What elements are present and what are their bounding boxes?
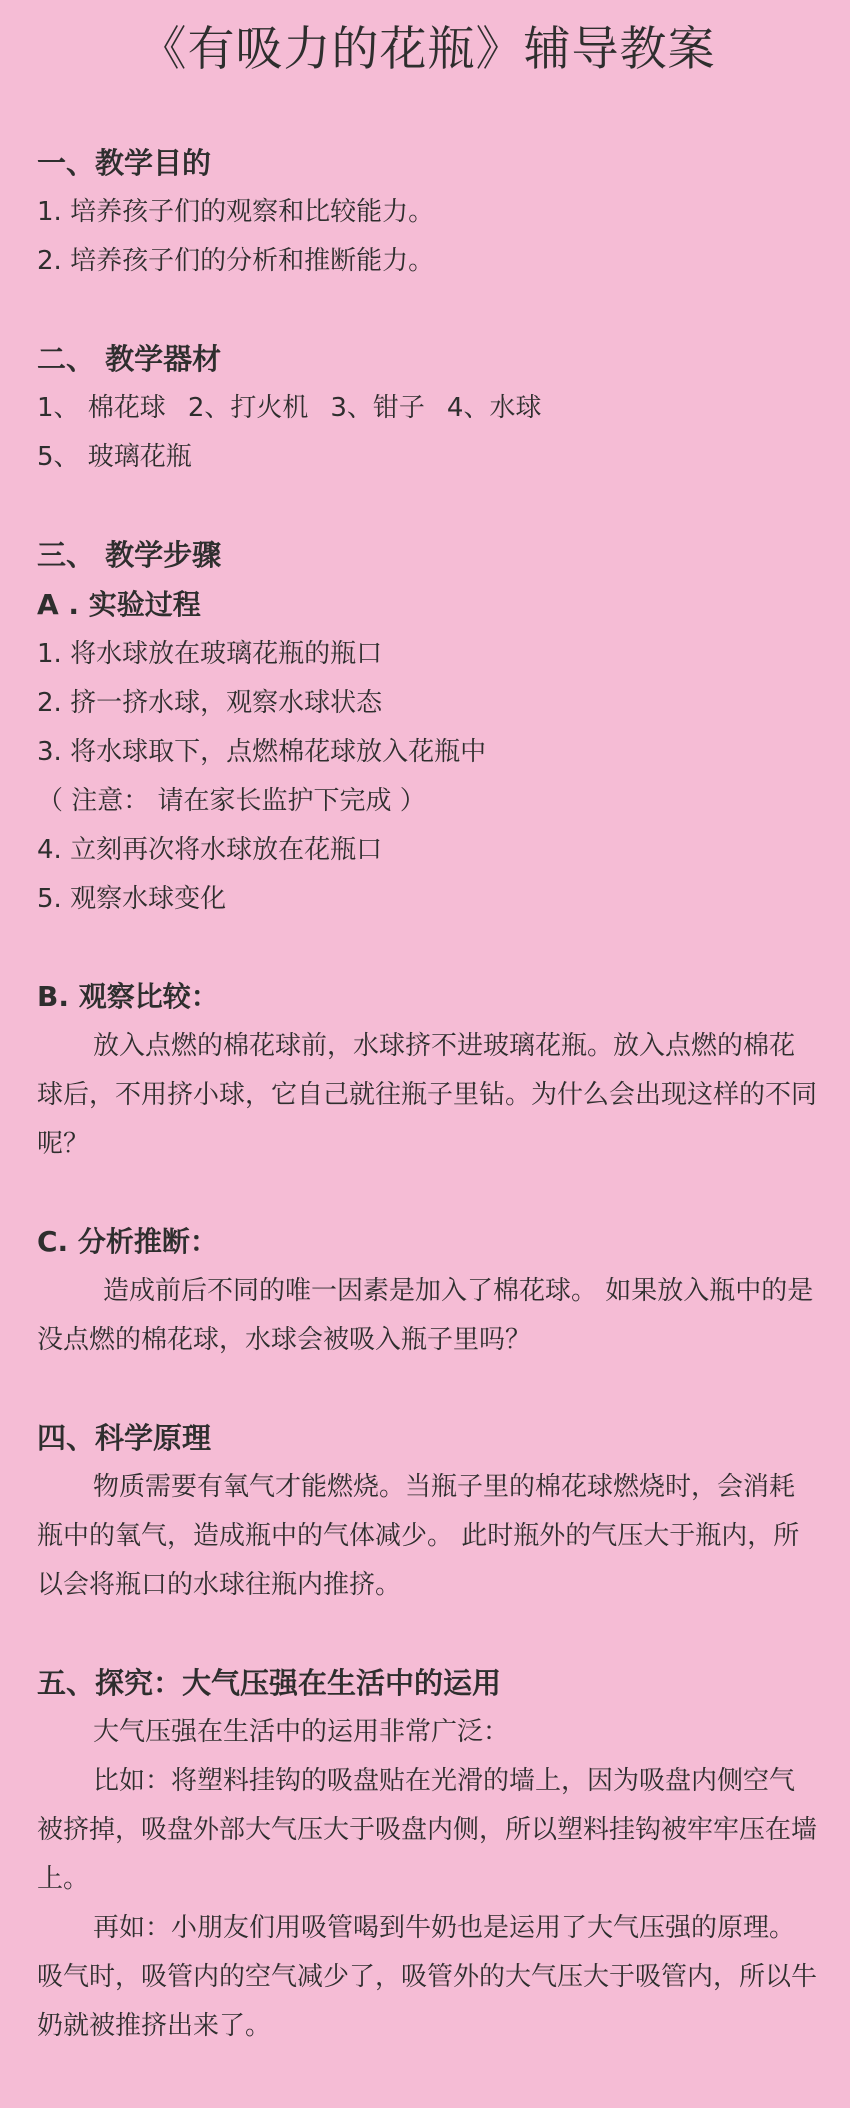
section-science-principle xyxy=(37,1413,818,1610)
step-item: 4. 立刻再次将水球放在花瓶口 xyxy=(37,835,383,865)
material-item: 3、钳子 xyxy=(330,393,425,423)
step-item: 5. 观察水球变化 xyxy=(37,884,227,914)
section-explore xyxy=(37,1658,818,2051)
paragraph: 再如：小朋友们用吸管喝到牛奶也是运用了大气压强的原理。吸气时，吸管内的空气减少了，吸管外的大气压大于吸管内，所以牛奶就被推挤出来了。 xyxy=(37,1913,818,2041)
subsection-observe-compare xyxy=(37,972,818,1169)
paragraph: 比如：将塑料挂钩的吸盘贴在光滑的墙上，因为吸盘内侧空气被挤掉，吸盘外部大气压大于吸盘内侧，所以塑料挂钩被牢牢压在墙上。 xyxy=(37,1766,818,1894)
section-teaching-goals xyxy=(37,138,818,286)
section-heading: 五、探究：大气压强在生活中的运用 xyxy=(37,1666,502,1700)
step-item: 1. 将水球放在玻璃花瓶的瓶口 xyxy=(37,639,383,669)
section-teaching-steps xyxy=(37,530,818,924)
section-heading: 二、 教学器材 xyxy=(37,342,222,376)
subsection-heading: C. 分析推断： xyxy=(37,1225,218,1258)
section-heading: 一、教学目的 xyxy=(37,146,212,180)
page-title: 《有吸力的花瓶》辅导教案 xyxy=(139,22,716,77)
paragraph: 物质需要有氧气才能燃烧。当瓶子里的棉花球燃烧时，会消耗瓶中的氧气，造成瓶中的气体减少。 此时瓶外的气压大于瓶内，所以会将瓶口的水球往瓶内推挤。 xyxy=(37,1472,800,1600)
step-note: （ 注意： 请在家长监护下完成 ） xyxy=(37,786,426,816)
material-item: 5、 玻璃花瓶 xyxy=(37,442,192,472)
material-item: 2、打火机 xyxy=(187,393,309,423)
material-item: 4、水球 xyxy=(446,393,542,423)
materials-row xyxy=(37,384,818,433)
list-item: 1. 培养孩子们的观察和比较能力。 xyxy=(37,197,435,227)
subsection-heading: B. 观察比较： xyxy=(37,980,219,1013)
list-item: 2. 培养孩子们的分析和推断能力。 xyxy=(37,246,435,276)
step-item: 3. 将水球取下，点燃棉花球放入花瓶中 xyxy=(37,737,487,767)
section-heading: 三、 教学步骤 xyxy=(37,538,222,572)
section-heading: 四、科学原理 xyxy=(37,1421,212,1455)
paragraph: 大气压强在生活中的运用非常广泛： xyxy=(93,1717,510,1747)
material-item: 1、 棉花球 xyxy=(37,393,166,423)
paragraph: 放入点燃的棉花球前，水球挤不进玻璃花瓶。放入点燃的棉花球后，不用挤小球，它自己就往瓶子里钻。为什么会出现这样的不同呢？ xyxy=(37,1031,818,1159)
subsection-analyze-infer xyxy=(37,1217,818,1365)
step-item: 2. 挤一挤水球，观察水球状态 xyxy=(37,688,383,718)
subsection-heading: A . 实验过程 xyxy=(37,588,201,621)
section-teaching-materials xyxy=(37,334,818,482)
paragraph: 造成前后不同的唯一因素是加入了棉花球。 如果放入瓶中的是没点燃的棉花球，水球会被吸入瓶子里吗？ xyxy=(37,1276,814,1355)
